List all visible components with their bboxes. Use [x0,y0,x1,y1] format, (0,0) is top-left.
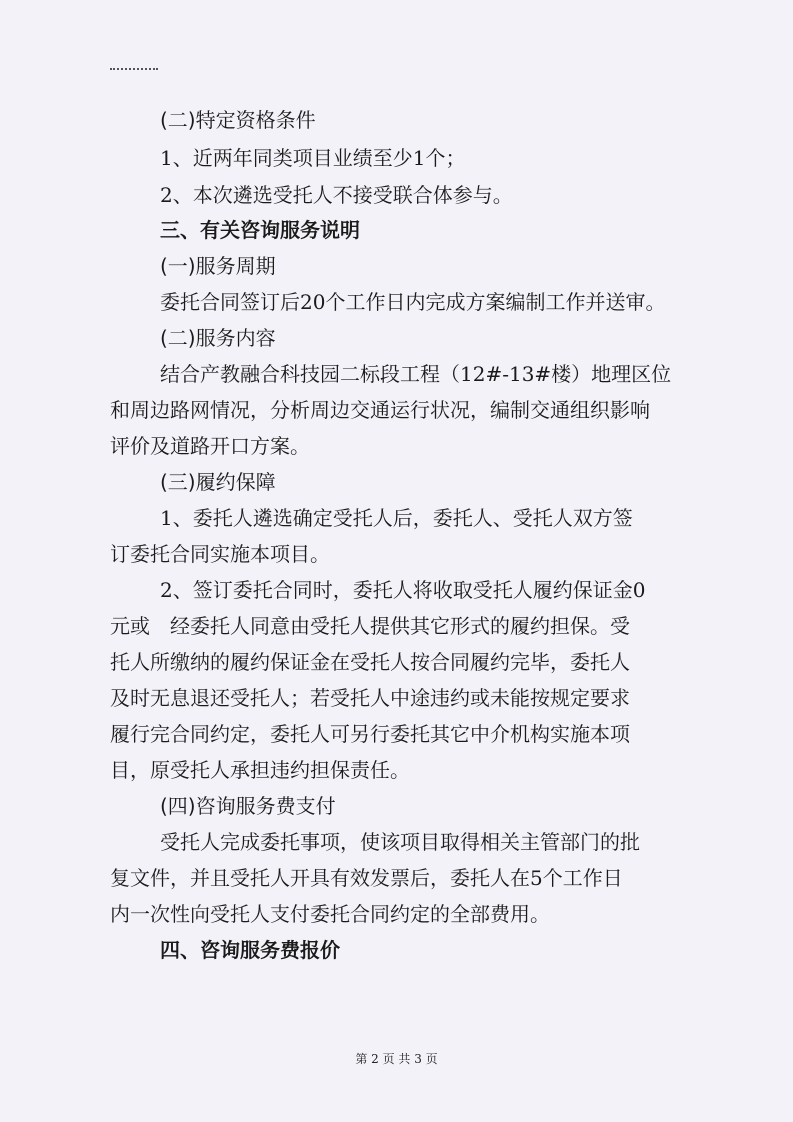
subheading-service-content: (二)服务内容 [160,326,276,350]
subheading-service-period: (一)服务周期 [160,254,276,278]
subheading-fee-payment: (四)咨询服务费支付 [160,794,336,818]
paragraph-line: 元或 经委托人同意由受托人提供其它形式的履约担保。受 [110,614,630,638]
paragraph-line: 及时无息退还受托人；若受托人中途违约或未能按规定要求 [110,686,630,710]
paragraph-line: 履行完合同约定，委托人可另行委托其它中介机构实施本项 [110,722,630,746]
paragraph-line: 和周边路网情况，分析周边交通运行状况，编制交通组织影响 [110,398,650,422]
paragraph-line: 1、委托人遴选确定受托人后，委托人、受托人双方签 [160,506,633,530]
paragraph-line: 评价及道路开口方案。 [110,434,310,458]
subheading-performance: (三)履约保障 [160,470,276,494]
paragraph-line: 托人所缴纳的履约保证金在受托人按合同履约完毕，委托人 [110,650,630,674]
paragraph-line: 2、签订委托合同时，委托人将收取受托人履约保证金0 [160,578,646,602]
paragraph-line: 内一次性向受托人支付委托合同约定的全部费用。 [110,902,550,926]
section-heading-4: 四、咨询服务费报价 [160,938,340,962]
paragraph-line: 1、近两年同类项目业绩至少1个； [160,146,466,170]
paragraph-line: 订委托合同实施本项目。 [110,542,330,566]
paragraph-line: 委托合同签订后20个工作日内完成方案编制工作并送审。 [160,290,666,314]
paragraph-line: 复文件，并且受托人开具有效发票后，委托人在5个工作日 [110,866,623,890]
paragraph-line: 目，原受托人承担违约担保责任。 [110,758,410,782]
subheading-qualification: (二)特定资格条件 [160,108,316,132]
scan-mark [110,68,158,72]
section-heading-3: 三、有关咨询服务说明 [160,218,360,242]
paragraph-line: 2、本次遴选受托人不接受联合体参与。 [160,183,513,207]
paragraph-line: 结合产教融合科技园二标段工程（12#-13#楼）地理区位 [160,362,672,386]
paragraph-line: 受托人完成委托事项，使该项目取得相关主管部门的批 [160,830,640,854]
page-footer: 第 2 页 共 3 页 [355,1052,438,1066]
